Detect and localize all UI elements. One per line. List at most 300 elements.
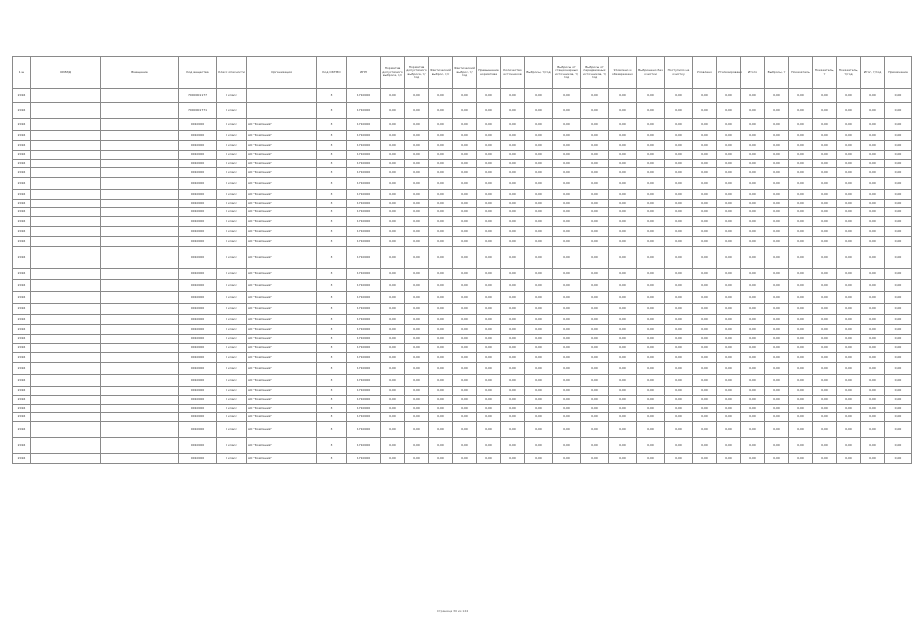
table-cell: 0,00 xyxy=(765,227,789,237)
table-cell: 0,00 xyxy=(789,375,813,387)
table-row xyxy=(13,247,912,269)
table-cell: 0,00 xyxy=(861,304,885,315)
table-cell: 0,00 xyxy=(665,208,693,217)
table-cell: 0,00 xyxy=(765,344,789,353)
table-row xyxy=(13,217,912,227)
table-cell: АО "Компания" xyxy=(247,119,317,131)
table-cell: 0,00 xyxy=(837,190,861,200)
table-cell: 0,00 xyxy=(429,387,453,396)
table-cell xyxy=(31,335,101,344)
table-cell: 0,00 xyxy=(861,190,885,200)
table-cell: 0,00 xyxy=(553,131,581,141)
table-cell: 0,00 xyxy=(581,160,609,168)
table-cell: 0010000 xyxy=(179,178,217,190)
table-cell: 0,00 xyxy=(885,438,912,454)
table-cell: 0,00 xyxy=(429,89,453,103)
table-cell xyxy=(101,269,179,280)
table-cell: 0,00 xyxy=(665,247,693,269)
table-cell: АО "Компания" xyxy=(247,292,317,304)
table-cell: 0,00 xyxy=(381,292,405,304)
table-cell: 0,00 xyxy=(429,190,453,200)
table-cell: 0,00 xyxy=(477,208,501,217)
table-cell: 0,00 xyxy=(553,304,581,315)
table-cell: 0,00 xyxy=(381,200,405,208)
table-cell xyxy=(31,405,101,413)
table-cell: 0,00 xyxy=(789,325,813,335)
column-header: Выбросы, т/год xyxy=(525,57,553,89)
table-cell: 3 xyxy=(317,353,347,363)
table-cell: 0,00 xyxy=(553,89,581,103)
table-cell: АО "Компания" xyxy=(247,335,317,344)
table-cell: 0,00 xyxy=(405,269,429,280)
table-cell: 3 xyxy=(317,422,347,438)
table-cell: 0,00 xyxy=(501,190,525,200)
table-cell: 0,00 xyxy=(553,208,581,217)
table-cell: 0,00 xyxy=(609,217,637,227)
table-cell: 0,00 xyxy=(477,178,501,190)
table-cell: 0,00 xyxy=(717,269,741,280)
table-cell xyxy=(247,103,317,119)
table-cell: 0,00 xyxy=(581,227,609,237)
table-cell: 0,00 xyxy=(429,422,453,438)
table-cell: 1710000 xyxy=(347,280,381,292)
table-cell: 0,00 xyxy=(813,190,837,200)
table-cell: 0,00 xyxy=(813,217,837,227)
table-cell: 0,00 xyxy=(525,344,553,353)
table-cell: 0010000 xyxy=(179,292,217,304)
column-header: Код вещества xyxy=(179,57,217,89)
table-cell: 0,00 xyxy=(525,200,553,208)
table-cell: 0,00 xyxy=(525,353,553,363)
table-row xyxy=(13,141,912,151)
table-cell: 0,00 xyxy=(837,405,861,413)
table-cell: 0,00 xyxy=(477,247,501,269)
table-cell: 0,00 xyxy=(429,353,453,363)
table-cell: 2016 xyxy=(13,335,31,344)
table-cell: 3 xyxy=(317,237,347,247)
table-cell: 0,00 xyxy=(525,363,553,375)
table-cell: 0,00 xyxy=(789,387,813,396)
table-cell: 0,00 xyxy=(581,119,609,131)
table-cell: 0,00 xyxy=(453,151,477,160)
table-cell: 0,00 xyxy=(885,353,912,363)
table-cell: 0,00 xyxy=(813,292,837,304)
table-cell: 0,00 xyxy=(525,168,553,178)
table-cell: 0,00 xyxy=(741,353,765,363)
table-cell: 0,00 xyxy=(717,375,741,387)
table-cell: 0010000 xyxy=(179,315,217,325)
table-cell: 0,00 xyxy=(405,103,429,119)
table-cell: 0,00 xyxy=(837,151,861,160)
table-cell: 0,00 xyxy=(717,438,741,454)
table-cell: 0,00 xyxy=(581,141,609,151)
table-cell: 0,00 xyxy=(637,292,665,304)
table-cell: 0010000 xyxy=(179,131,217,141)
table-cell: 0,00 xyxy=(453,200,477,208)
table-cell: 0,00 xyxy=(381,178,405,190)
table-cell: 0,00 xyxy=(501,227,525,237)
table-cell: 0,00 xyxy=(861,208,885,217)
table-cell: 2016 xyxy=(13,168,31,178)
table-cell: 0,00 xyxy=(885,178,912,190)
table-cell: 0,00 xyxy=(581,353,609,363)
table-cell: 0,00 xyxy=(813,269,837,280)
table-cell: 0,00 xyxy=(885,292,912,304)
table-cell: 2016 xyxy=(13,200,31,208)
table-cell: 2016 xyxy=(13,353,31,363)
table-cell: 0,00 xyxy=(501,237,525,247)
table-cell: 0,00 xyxy=(637,89,665,103)
table-cell: 2016 xyxy=(13,454,31,464)
table-cell: 0,00 xyxy=(501,280,525,292)
table-cell: 0010000 xyxy=(179,200,217,208)
table-cell: 0,00 xyxy=(637,304,665,315)
table-cell: АО "Компания" xyxy=(247,387,317,396)
table-cell xyxy=(31,200,101,208)
table-cell: 3 xyxy=(317,280,347,292)
table-cell: 0,00 xyxy=(501,151,525,160)
table-cell: 0,00 xyxy=(581,151,609,160)
table-cell: 0,00 xyxy=(501,353,525,363)
table-cell: 0,00 xyxy=(789,405,813,413)
table-cell: 0,00 xyxy=(789,454,813,464)
table-cell: 0,00 xyxy=(741,237,765,247)
table-cell: 0,00 xyxy=(765,454,789,464)
table-cell: 0,00 xyxy=(581,344,609,353)
table-cell: 0,00 xyxy=(525,315,553,325)
table-cell: 0,00 xyxy=(693,227,717,237)
table-cell: 0,00 xyxy=(789,178,813,190)
table-cell: 0,00 xyxy=(789,200,813,208)
table-cell: 0,00 xyxy=(765,208,789,217)
table-cell: 0,00 xyxy=(861,237,885,247)
table-cell: 0,00 xyxy=(765,363,789,375)
table-cell: 1710000 xyxy=(347,237,381,247)
table-cell xyxy=(31,280,101,292)
table-cell: 0,00 xyxy=(477,190,501,200)
table-cell xyxy=(101,325,179,335)
table-cell: АО "Компания" xyxy=(247,190,317,200)
table-cell: 0,00 xyxy=(665,438,693,454)
table-cell: 2016 xyxy=(13,119,31,131)
table-cell: 0,00 xyxy=(609,375,637,387)
table-cell: 0010000 xyxy=(179,280,217,292)
table-cell: 0,00 xyxy=(741,247,765,269)
table-cell: 3 xyxy=(317,227,347,237)
table-cell: 0,00 xyxy=(609,178,637,190)
table-cell xyxy=(101,190,179,200)
table-cell: 0010000 xyxy=(179,269,217,280)
table-cell: I класс xyxy=(217,141,247,151)
table-cell: 0,00 xyxy=(693,190,717,200)
table-cell: 0,00 xyxy=(581,247,609,269)
table-cell xyxy=(101,405,179,413)
table-cell: АО "Компания" xyxy=(247,280,317,292)
column-header: Вмещение xyxy=(101,57,179,89)
column-header: Превышение норматива xyxy=(477,57,501,89)
table-cell: 0,00 xyxy=(525,405,553,413)
table-cell xyxy=(101,304,179,315)
table-row xyxy=(13,89,912,103)
table-cell: 0,00 xyxy=(525,131,553,141)
table-cell: 0,00 xyxy=(453,375,477,387)
table-cell: АО "Компания" xyxy=(247,237,317,247)
table-cell: 0,00 xyxy=(501,363,525,375)
table-cell: 0,00 xyxy=(861,200,885,208)
table-cell: 0,00 xyxy=(581,292,609,304)
table-cell: 0,00 xyxy=(717,454,741,464)
table-cell: 0,00 xyxy=(429,335,453,344)
table-cell: 0,00 xyxy=(381,325,405,335)
table-cell: 0,00 xyxy=(717,151,741,160)
table-cell: 0,00 xyxy=(693,237,717,247)
table-cell: 1710000 xyxy=(347,335,381,344)
table-cell: I класс xyxy=(217,292,247,304)
table-cell: 0,00 xyxy=(637,269,665,280)
table-cell: 0,00 xyxy=(609,247,637,269)
table-cell: 0,00 xyxy=(609,438,637,454)
table-cell: I класс xyxy=(217,454,247,464)
table-cell xyxy=(31,325,101,335)
table-cell: 0,00 xyxy=(381,208,405,217)
table-cell: 2016 xyxy=(13,363,31,375)
table-cell: 0,00 xyxy=(837,438,861,454)
table-cell: 0,00 xyxy=(525,141,553,151)
table-cell: 0,00 xyxy=(501,335,525,344)
table-cell: 0,00 xyxy=(813,344,837,353)
table-cell: 0,00 xyxy=(885,141,912,151)
table-cell: 0,00 xyxy=(453,325,477,335)
column-header: Итого xyxy=(741,57,765,89)
table-cell: I класс xyxy=(217,178,247,190)
table-cell: 0,00 xyxy=(741,131,765,141)
table-cell: 0,00 xyxy=(553,344,581,353)
table-cell: 0,00 xyxy=(553,375,581,387)
table-cell: 0,00 xyxy=(477,217,501,227)
table-cell: 0,00 xyxy=(637,422,665,438)
table-cell: 2016 xyxy=(13,344,31,353)
table-cell: 0,00 xyxy=(693,405,717,413)
table-row xyxy=(13,178,912,190)
table-cell: 0,00 xyxy=(477,119,501,131)
table-cell xyxy=(31,344,101,353)
table-cell: 0,00 xyxy=(381,335,405,344)
table-cell: 0,00 xyxy=(837,375,861,387)
table-cell: 0,00 xyxy=(741,292,765,304)
table-cell: 0,00 xyxy=(381,396,405,405)
table-cell: I класс xyxy=(217,160,247,168)
table-cell: 0010000 xyxy=(179,387,217,396)
table-cell: I класс xyxy=(217,405,247,413)
table-cell: 0,00 xyxy=(861,103,885,119)
table-cell: I класс xyxy=(217,119,247,131)
table-cell: 0,00 xyxy=(553,422,581,438)
table-cell: I класс xyxy=(217,103,247,119)
table-row xyxy=(13,454,912,464)
table-cell: 0,00 xyxy=(525,269,553,280)
table-cell: 0,00 xyxy=(453,247,477,269)
table-cell: 0,00 xyxy=(813,405,837,413)
table-cell: 0,00 xyxy=(765,396,789,405)
table-cell: 0,00 xyxy=(501,269,525,280)
table-cell: АО "Компания" xyxy=(247,247,317,269)
table-cell: 3 xyxy=(317,387,347,396)
table-cell: 0,00 xyxy=(665,363,693,375)
table-cell: 0,00 xyxy=(665,103,693,119)
table-cell: 0,00 xyxy=(637,200,665,208)
table-cell: 0,00 xyxy=(693,375,717,387)
table-cell: 0,00 xyxy=(665,315,693,325)
table-cell: 0,00 xyxy=(693,208,717,217)
table-cell: 0,00 xyxy=(581,405,609,413)
table-cell: 0,00 xyxy=(861,168,885,178)
table-cell: 0,00 xyxy=(609,363,637,375)
table-cell: 0,00 xyxy=(813,353,837,363)
table-cell: 3 xyxy=(317,168,347,178)
table-cell: 0,00 xyxy=(429,160,453,168)
table-cell: I класс xyxy=(217,131,247,141)
table-cell: 0,00 xyxy=(477,227,501,237)
table-cell: 0,00 xyxy=(741,422,765,438)
table-cell: 0,00 xyxy=(813,413,837,422)
table-cell: 0,00 xyxy=(581,237,609,247)
table-cell: 0,00 xyxy=(837,363,861,375)
table-cell: АО "Компания" xyxy=(247,151,317,160)
table-cell: 0,00 xyxy=(741,387,765,396)
table-cell: 0,00 xyxy=(381,315,405,325)
table-cell: 2016 xyxy=(13,292,31,304)
table-cell: 0,00 xyxy=(717,344,741,353)
table-cell: I класс xyxy=(217,247,247,269)
table-cell: 0,00 xyxy=(885,335,912,344)
table-cell: 0,00 xyxy=(381,405,405,413)
table-cell: 0,00 xyxy=(885,227,912,237)
table-cell: 0,00 xyxy=(693,438,717,454)
table-row xyxy=(13,363,912,375)
table-cell: 0,00 xyxy=(885,269,912,280)
table-cell: 0,00 xyxy=(581,387,609,396)
table-cell: 0,00 xyxy=(609,119,637,131)
table-cell: 0,00 xyxy=(637,344,665,353)
table-cell: 0,00 xyxy=(637,280,665,292)
table-cell xyxy=(31,269,101,280)
table-cell: 1710000 xyxy=(347,168,381,178)
table-cell: 1710000 xyxy=(347,160,381,168)
table-cell: 2016 xyxy=(13,227,31,237)
table-cell: 0,00 xyxy=(581,375,609,387)
table-cell: 0,00 xyxy=(429,363,453,375)
table-row xyxy=(13,168,912,178)
table-cell: 0,00 xyxy=(525,375,553,387)
table-cell: 0,00 xyxy=(429,304,453,315)
table-cell: 1710000 xyxy=(347,375,381,387)
table-cell: 0,00 xyxy=(553,227,581,237)
table-cell: 0,00 xyxy=(525,151,553,160)
column-header: Утилизировано xyxy=(717,57,741,89)
table-cell: 0,00 xyxy=(609,325,637,335)
table-cell: 0,00 xyxy=(861,89,885,103)
table-cell: 1710000 xyxy=(347,89,381,103)
table-cell: 0,00 xyxy=(665,200,693,208)
table-cell: 0,00 xyxy=(837,280,861,292)
table-cell: 0,00 xyxy=(501,422,525,438)
table-cell: 0,00 xyxy=(637,325,665,335)
table-cell: 1710000 xyxy=(347,413,381,422)
table-cell: 0,00 xyxy=(477,168,501,178)
table-cell: 1710000 xyxy=(347,315,381,325)
table-cell: 0,00 xyxy=(405,247,429,269)
table-cell: 0010000 xyxy=(179,151,217,160)
table-cell: АО "Компания" xyxy=(247,438,317,454)
table-cell: 2016 xyxy=(13,141,31,151)
table-cell: 0,00 xyxy=(477,422,501,438)
table-cell: I класс xyxy=(217,387,247,396)
table-cell: 0,00 xyxy=(861,375,885,387)
table-cell: 0,00 xyxy=(789,168,813,178)
table-cell: 0,00 xyxy=(405,227,429,237)
table-cell: 0,00 xyxy=(405,131,429,141)
table-cell: 1710000 xyxy=(347,200,381,208)
table-cell: 0,00 xyxy=(581,190,609,200)
table-cell: 0,00 xyxy=(581,280,609,292)
table-cell: 0,00 xyxy=(405,280,429,292)
table-cell: 0,00 xyxy=(609,141,637,151)
table-cell: 0,00 xyxy=(741,413,765,422)
table-cell: 0,00 xyxy=(637,396,665,405)
table-cell: 0,00 xyxy=(429,396,453,405)
table-cell: 0,00 xyxy=(765,141,789,151)
table-cell: 0,00 xyxy=(885,208,912,217)
table-cell: 0,00 xyxy=(693,119,717,131)
table-cell: 0,00 xyxy=(609,227,637,237)
table-cell: 0,00 xyxy=(581,131,609,141)
table-cell: I класс xyxy=(217,438,247,454)
table-cell: 2016 xyxy=(13,315,31,325)
table-cell: 0,00 xyxy=(405,190,429,200)
table-cell: 0,00 xyxy=(381,280,405,292)
table-cell: 0,00 xyxy=(609,280,637,292)
table-cell: 0,00 xyxy=(581,413,609,422)
table-cell: 0,00 xyxy=(501,119,525,131)
table-cell: 0,00 xyxy=(501,292,525,304)
table-cell: 0,00 xyxy=(405,353,429,363)
table-cell: 0,00 xyxy=(789,141,813,151)
table-cell: АО "Компания" xyxy=(247,227,317,237)
table-cell: 0,00 xyxy=(525,103,553,119)
table-cell xyxy=(31,247,101,269)
table-cell: 0,00 xyxy=(789,227,813,237)
table-row xyxy=(13,396,912,405)
table-cell xyxy=(31,454,101,464)
table-cell: I класс xyxy=(217,269,247,280)
table-cell: 0,00 xyxy=(381,160,405,168)
table-cell: 0,00 xyxy=(717,119,741,131)
table-cell: 0,00 xyxy=(813,335,837,344)
table-cell: 1710000 xyxy=(347,141,381,151)
table-cell: 0,00 xyxy=(765,304,789,315)
table-cell: АО "Компания" xyxy=(247,325,317,335)
table-cell: 0,00 xyxy=(765,405,789,413)
table-cell: АО "Компания" xyxy=(247,168,317,178)
table-cell: 0,00 xyxy=(501,387,525,396)
table-cell: 0,00 xyxy=(609,353,637,363)
table-cell: 0,00 xyxy=(789,208,813,217)
table-cell: 0,00 xyxy=(885,89,912,103)
table-cell: 0,00 xyxy=(553,178,581,190)
table-cell: I класс xyxy=(217,168,247,178)
table-cell: 0,00 xyxy=(837,344,861,353)
table-cell: 3 xyxy=(317,413,347,422)
